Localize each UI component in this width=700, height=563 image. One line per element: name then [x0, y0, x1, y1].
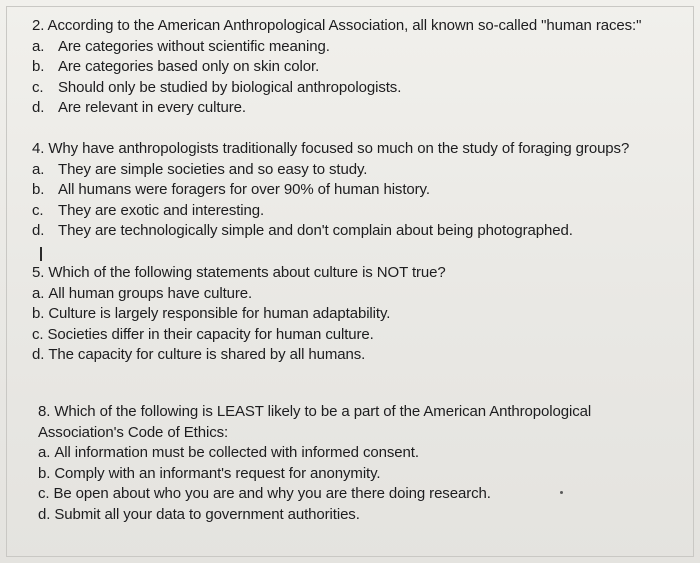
option-text: They are technologically simple and don't complain about being photographed. — [58, 222, 573, 239]
question-4 — [32, 139, 629, 242]
question-stem: 2. According to the American Anthropological Association, all known so-called "human races:" — [32, 17, 642, 34]
text-cursor — [40, 247, 42, 261]
option-letter: c. — [32, 325, 44, 343]
option-text: Societies differ in their capacity for human culture. — [47, 325, 374, 343]
option-letter: a. — [32, 37, 45, 55]
option-text: Comply with an informant's request for anonymity. — [54, 464, 381, 482]
option-text: Should only be studied by biological anthropologists. — [58, 78, 402, 96]
option-c[interactable] — [32, 484, 591, 505]
option-d[interactable] — [32, 98, 641, 119]
option-letter: d. — [32, 346, 45, 363]
option-text: Submit all your data to government authorities. — [54, 505, 360, 523]
question-2 — [32, 16, 641, 119]
option-letter: b. — [38, 464, 51, 482]
option-text: They are simple societies and so easy to study. — [58, 160, 368, 178]
option-text: All information must be collected with informed consent. — [54, 444, 419, 461]
question-stem-continued: Association's Code of Ethics: — [38, 423, 229, 441]
option-letter: c. — [38, 485, 50, 502]
option-text: Be open about who you are and why you are there doing research. — [53, 485, 491, 502]
option-b[interactable] — [32, 464, 591, 485]
option-letter: b. — [32, 181, 45, 198]
option-a[interactable] — [32, 160, 629, 181]
option-text: Are relevant in every culture. — [58, 99, 246, 116]
option-text: All humans were foragers for over 90% of human history. — [58, 181, 430, 198]
option-letter: c. — [32, 78, 44, 96]
option-text: Culture is largely responsible for human adaptability. — [48, 305, 391, 322]
question-stem: 4. Why have anthropologists traditionally focused so much on the study of foraging groups? — [32, 140, 630, 157]
question-8 — [32, 402, 591, 525]
option-text: Are categories based only on skin color. — [58, 58, 320, 75]
option-b[interactable] — [32, 304, 446, 325]
option-a[interactable] — [32, 284, 446, 305]
option-c[interactable] — [32, 78, 641, 99]
option-letter: d. — [32, 99, 45, 116]
option-letter: a. — [32, 284, 45, 302]
stray-mark — [560, 491, 563, 494]
option-letter: c. — [32, 201, 44, 219]
option-letter: d. — [32, 222, 45, 239]
option-letter: a. — [32, 160, 45, 178]
option-letter: d. — [38, 505, 51, 523]
question-stem: 8. Which of the following is LEAST likely to be a part of the American Anthropological — [38, 403, 592, 420]
question-stem: 5. Which of the following statements about culture is NOT true? — [32, 264, 446, 281]
option-d[interactable] — [32, 505, 591, 526]
question-5 — [32, 263, 446, 366]
option-b[interactable] — [32, 57, 641, 78]
option-c[interactable] — [32, 325, 446, 346]
option-letter: a. — [38, 444, 51, 461]
option-text: They are exotic and interesting. — [58, 201, 265, 219]
option-a[interactable] — [32, 443, 591, 464]
option-a[interactable] — [32, 37, 641, 58]
option-text: Are categories without scientific meaning. — [58, 37, 330, 55]
option-text: All human groups have culture. — [48, 284, 253, 302]
option-letter: b. — [32, 305, 45, 322]
option-c[interactable] — [32, 201, 629, 222]
option-text: The capacity for culture is shared by all humans. — [48, 346, 366, 363]
option-d[interactable] — [32, 345, 446, 366]
option-b[interactable] — [32, 180, 629, 201]
option-letter: b. — [32, 58, 45, 75]
option-d[interactable] — [32, 221, 629, 242]
